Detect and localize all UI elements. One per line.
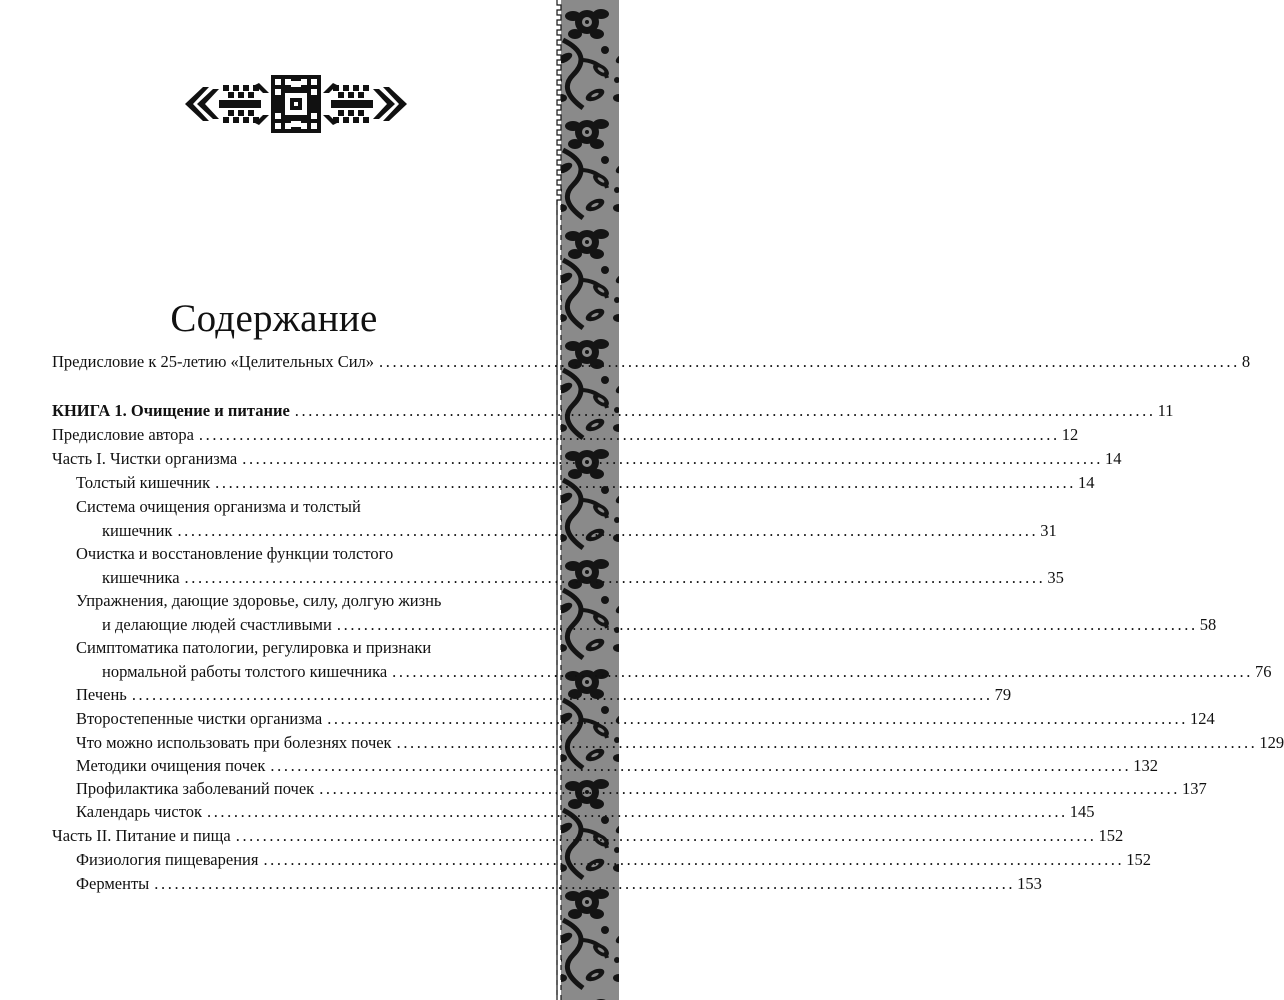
dot-leader: ................................................................................................................................ xyxy=(131,685,993,704)
dot-leader: ................................................................................................................................ xyxy=(319,779,1180,798)
page-title: Содержание xyxy=(170,297,378,341)
dot-leader: ................................................................................................................................ xyxy=(215,473,1076,492)
toc-entry-symptoms: нормальной работы толстого кишечника ................................................................................................................................ 76 xyxy=(102,662,1272,681)
folk-ornament-icon xyxy=(183,73,409,135)
toc-entry-enzymes: Ферменты ................................................................................................................................ 153 xyxy=(76,874,1042,893)
toc-entry-secondary: Второстепенные чистки организма ................................................................................................................................ 124 xyxy=(76,709,1215,728)
dot-leader: ................................................................................................................................ xyxy=(270,756,1132,775)
toc-entry-book-1: КНИГА 1. Очищение и питание ................................................................................................................................ 11 xyxy=(52,401,1174,420)
dot-leader: ................................................................................................................................ xyxy=(242,449,1104,468)
dot-leader: ................................................................................................................................ xyxy=(336,615,1198,634)
toc-entry-restoration: кишечника ................................................................................................................................ 35 xyxy=(102,568,1064,587)
dot-leader: ................................................................................................................................ xyxy=(154,874,1016,893)
toc-entry-exercises: и делающие людей счастливыми ................................................................................................................................ 58 xyxy=(102,615,1217,634)
dot-leader: ................................................................................................................................ xyxy=(206,802,1068,821)
dot-leader: ................................................................................................................................ xyxy=(327,709,1188,728)
toc-entry-author-preface: Предисловие автора ................................................................................................................................ 12 xyxy=(52,425,1079,444)
dot-leader: ................................................................................................................................ xyxy=(263,850,1125,869)
toc-entry-cleansing-system-line1: Система очищения организма и толстый xyxy=(76,497,361,516)
toc-entry-part-2: Часть II. Питание и пища ................................................................................................................................ 152 xyxy=(52,826,1124,845)
toc-entry-exercises-line1: Упражнения, дающие здоровье, силу, долгую жизнь xyxy=(76,591,442,610)
dot-leader: ................................................................................................................................ xyxy=(294,401,1156,420)
toc-entry-part-1: Часть I. Чистки организма ................................................................................................................................ 14 xyxy=(52,449,1122,468)
toc-entry-calendar: Календарь чисток ................................................................................................................................ 145 xyxy=(76,802,1095,821)
dot-leader: ................................................................................................................................ xyxy=(392,662,1253,681)
toc-entry-preface-25: Предисловие к 25-летию «Целительных Сил» ................................................................................................................................ 8 xyxy=(52,352,1251,371)
toc-entry-cleansing-system: кишечник ................................................................................................................................ 31 xyxy=(102,521,1057,540)
dot-leader: ................................................................................................................................ xyxy=(396,733,1258,752)
toc-entry-restoration-line1: Очистка и восстановление функции толстого xyxy=(76,544,394,563)
toc-entry-symptoms-line1: Симптоматика патологии, регулировка и признаки xyxy=(76,638,432,657)
toc-entry-kidney-methods: Методики очищения почек ................................................................................................................................ 132 xyxy=(76,756,1158,775)
toc-entry-kidney-diseases: Что можно использовать при болезнях почек ................................................................................................................................ 129 xyxy=(76,733,1284,752)
toc-entry-liver: Печень ................................................................................................................................ 79 xyxy=(76,685,1012,704)
dot-leader: ................................................................................................................................ xyxy=(177,521,1039,540)
dot-leader: ................................................................................................................................ xyxy=(184,568,1046,587)
toc-entry-colon: Толстый кишечник ................................................................................................................................ 14 xyxy=(76,473,1095,492)
toc-entry-digestion: Физиология пищеварения ................................................................................................................................ 152 xyxy=(76,850,1152,869)
dot-leader: ................................................................................................................................ xyxy=(379,352,1240,371)
dot-leader: ................................................................................................................................ xyxy=(235,826,1097,845)
dot-leader: ................................................................................................................................ xyxy=(198,425,1060,444)
toc-entry-kidney-prevention: Профилактика заболеваний почек ................................................................................................................................ 137 xyxy=(76,779,1207,798)
